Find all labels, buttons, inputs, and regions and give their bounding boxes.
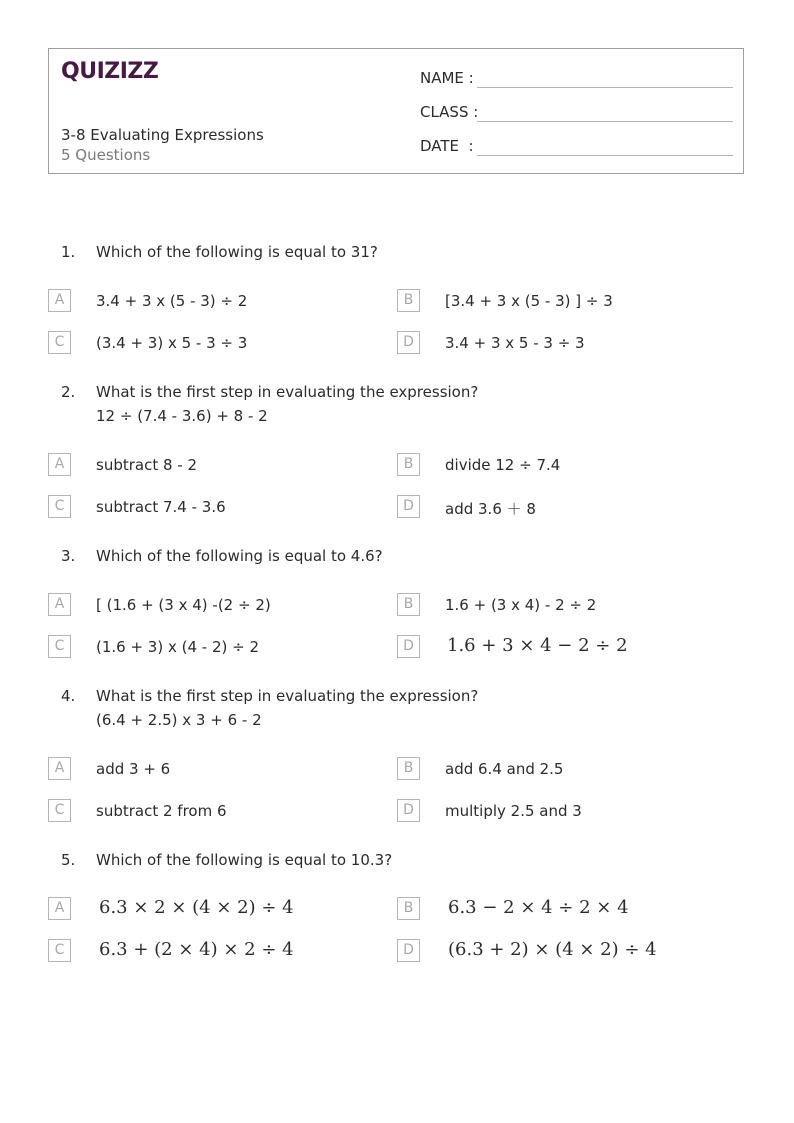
option-letter[interactable]: C xyxy=(48,635,71,658)
option-math[interactable]: 1.6 + 3 × 4 − 2 ÷ 2 xyxy=(447,635,628,656)
question-text: What is the first step in evaluating the expression? xyxy=(96,383,479,401)
option-text[interactable]: 3.4 + 3 x 5 - 3 ÷ 3 xyxy=(445,334,585,352)
option-letter[interactable]: A xyxy=(48,897,71,920)
question-text: What is the first step in evaluating the expression? xyxy=(96,687,479,705)
class-label: CLASS : xyxy=(420,103,479,121)
worksheet-header xyxy=(48,48,744,174)
class-line xyxy=(477,121,733,122)
option-letter[interactable]: C xyxy=(48,799,71,822)
question-number: 3. xyxy=(61,547,76,565)
option-math[interactable]: 6.3 + (2 × 4) × 2 ÷ 4 xyxy=(99,939,294,960)
option-letter[interactable]: A xyxy=(48,453,71,476)
option-text[interactable]: [ (1.6 + (3 x 4) -(2 ÷ 2) xyxy=(96,596,271,614)
option-letter[interactable]: B xyxy=(397,757,420,780)
date-line xyxy=(477,155,733,156)
option-letter[interactable]: A xyxy=(48,593,71,616)
option-text[interactable]: 1.6 + (3 x 4) - 2 ÷ 2 xyxy=(445,596,597,614)
option-text[interactable]: add 3.6 ＋ 8 xyxy=(445,500,536,518)
question-text: Which of the following is equal to 10.3? xyxy=(96,851,393,869)
option-letter[interactable]: D xyxy=(397,635,420,658)
question-number: 5. xyxy=(61,851,76,869)
option-math[interactable]: (6.3 + 2) × (4 × 2) ÷ 4 xyxy=(448,939,657,960)
question-text: Which of the following is equal to 4.6? xyxy=(96,547,383,565)
option-letter[interactable]: B xyxy=(397,897,420,920)
question-expression: 12 ÷ (7.4 - 3.6) + 8 - 2 xyxy=(96,407,268,425)
name-label: NAME : xyxy=(420,69,474,87)
option-letter[interactable]: D xyxy=(397,799,420,822)
option-text[interactable]: (3.4 + 3) x 5 - 3 ÷ 3 xyxy=(96,334,248,352)
question-number: 2. xyxy=(61,383,76,401)
option-text[interactable]: (1.6 + 3) x (4 - 2) ÷ 2 xyxy=(96,638,260,656)
quizizz-logo: QUIZIZZ xyxy=(61,59,159,84)
option-letter[interactable]: A xyxy=(48,757,71,780)
option-letter[interactable]: C xyxy=(48,331,71,354)
option-letter[interactable]: C xyxy=(48,939,71,962)
question-text: Which of the following is equal to 31? xyxy=(96,243,378,261)
option-math[interactable]: 6.3 × 2 × (4 × 2) ÷ 4 xyxy=(99,897,294,918)
option-text[interactable]: [3.4 + 3 x (5 - 3) ] ÷ 3 xyxy=(445,292,613,310)
option-text[interactable]: multiply 2.5 and 3 xyxy=(445,802,582,820)
option-letter[interactable]: A xyxy=(48,289,71,312)
option-text[interactable]: 3.4 + 3 x (5 - 3) ÷ 2 xyxy=(96,292,248,310)
option-text[interactable]: divide 12 ÷ 7.4 xyxy=(445,456,561,474)
option-text[interactable]: subtract 2 from 6 xyxy=(96,802,227,820)
option-letter[interactable]: D xyxy=(397,331,420,354)
option-text[interactable]: subtract 7.4 - 3.6 xyxy=(96,498,226,516)
option-letter[interactable]: C xyxy=(48,495,71,518)
option-letter[interactable]: B xyxy=(397,453,420,476)
option-letter[interactable]: D xyxy=(397,939,420,962)
name-line xyxy=(477,87,733,88)
date-label: DATE : xyxy=(420,137,474,155)
option-math[interactable]: 6.3 − 2 × 4 ÷ 2 × 4 xyxy=(448,897,629,918)
option-text[interactable]: add 3 + 6 xyxy=(96,760,171,778)
option-text[interactable]: add 6.4 and 2.5 xyxy=(445,760,564,778)
option-text[interactable]: subtract 8 - 2 xyxy=(96,456,198,474)
question-number: 1. xyxy=(61,243,76,261)
option-letter[interactable]: B xyxy=(397,289,420,312)
option-letter[interactable]: B xyxy=(397,593,420,616)
question-expression: (6.4 + 2.5) x 3 + 6 - 2 xyxy=(96,711,262,729)
option-letter[interactable]: D xyxy=(397,495,420,518)
question-count: 5 Questions xyxy=(61,146,151,164)
worksheet-title: 3-8 Evaluating Expressions xyxy=(61,126,264,144)
question-number: 4. xyxy=(61,687,76,705)
